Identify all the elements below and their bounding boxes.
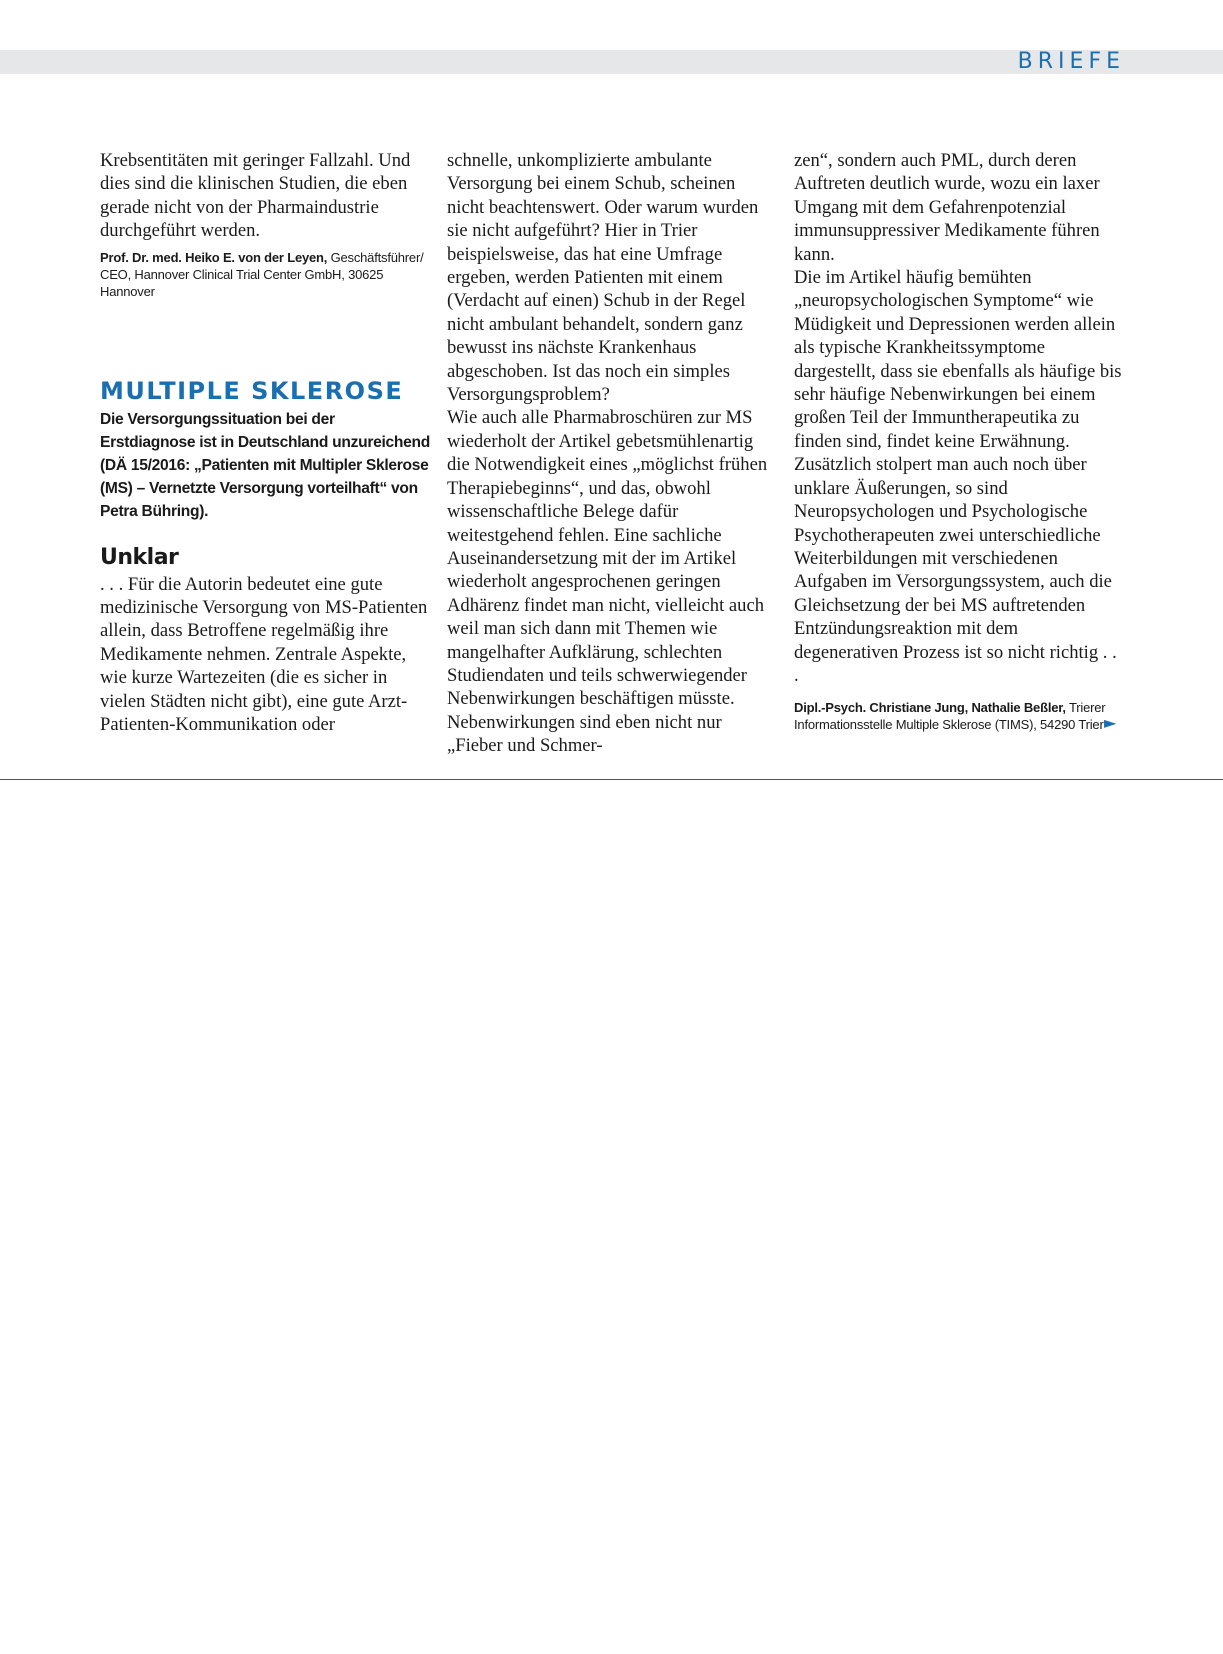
signature-name: Dipl.-Psych. Christiane Jung, Nathalie Beßler,	[794, 700, 1066, 716]
letter-headline: Unklar	[100, 544, 179, 570]
letter-paragraph: Wie auch alle Pharmabroschüren zur MS wiederholt der Artikel gebetsmühlenartig die Notwendigkeit eines „möglichst frühen Therapiebeginns“, und das, obwohl wissenschaftliche Belege dafür weitestgehend fehlen. Eine sachliche Auseinandersetzung mit der im Artikel wiederholt angesprochenen geringen Adhärenz findet man nicht, vielleicht auch weil man sich dann mit Themen wie mangelhafter Aufklärung, schlechten Studiendaten und teils schwerwiegender Nebenwirkungen beschäftigen müsste. Nebenwirkungen sind eben nicht nur „Fieber und Schmer-	[447, 407, 768, 757]
topic-heading: MULTIPLE SKLEROSE	[100, 376, 404, 405]
signature-affiliation: Geschäftsführer/ CEO, Hannover Clinical Trial Center GmbH, 30625 Hannover	[100, 249, 424, 299]
topic-intro: Die Versorgungssituation bei der Erstdiagnose ist in Deutschland unzureichend (DÄ 15/2016: „Patienten mit Multipler Sklerose (MS) – Vernetzte Versorgung vorteilhaft“ von Petra Bühring).	[100, 410, 430, 520]
signature-affiliation: Trierer Informationsstelle Multiple Sklerose (TIMS), 54290 Trier	[794, 700, 1106, 733]
letter-paragraph: Die im Artikel häufig bemühten „neuropsychologischen Symptome“ wie Müdigkeit und Depressionen werden allein als typische Krankheitssymptome dargestellt, dass sie ebenfalls als häufige bis sehr häufige Nebenwirkungen bei einem großen Teil der Immuntherapeutika zu finden sind, findet keine Erwähnung.	[794, 267, 1122, 452]
signature-name: Prof. Dr. med. Heiko E. von der Leyen,	[100, 249, 328, 265]
column-3	[794, 149, 1124, 733]
column-1	[100, 149, 430, 736]
continue-arrow-icon: ►	[1104, 713, 1117, 732]
letter-paragraph: zen“, sondern auch PML, durch deren Auftreten deutlich wurde, wozu ein laxer Umgang mit dem Gefahrenpotenzial immunsuppressiver Medikamente führen kann.	[794, 150, 1100, 265]
letter-signature	[794, 699, 1124, 733]
section-label: BRIEFE	[1017, 49, 1125, 74]
column-2	[447, 149, 777, 758]
letter-paragraph: schnelle, unkomplizierte ambulante Versorgung bei einem Schub, scheinen nicht beachtenswert. Oder warum wurden sie nicht aufgeführt? Hier in Trier beispielsweise, das hat eine Umfrage ergeben, werden Patienten mit einem (Verdacht auf einen) Schub in der Regel nicht ambulant behandelt, sondern ganz bewusst ins nächste Krankenhaus abgeschoben. Ist das noch ein simples Versorgungsproblem?	[447, 150, 759, 406]
letter-paragraph: Zusätzlich stolpert man auch noch über unklare Äußerungen, so sind Neuropsychologen und Psychologische Psychotherapeuten zwei unterschiedliche Weiterbildungen mit verschiedenen Aufgaben im Versorgungssystem, auch die Gleichsetzung der bei MS auftretenden Entzündungsreaktion mit dem degenerativen Prozess ist so nicht richtig . . .	[794, 454, 1117, 686]
letter-body-start: . . . Für die Autorin bedeutet eine gute medizinische Versorgung von MS-Patienten allein, dass Betroffene regelmäßig ihre Medikamente nehmen. Zentrale Aspekte, wie kurze Wartezeiten (die es sicher in vielen Städten nicht gibt), eine gute Arzt-Patienten-Kommunikation oder	[100, 573, 428, 736]
letter-text-end: Krebsentitäten mit geringer Fallzahl. Und dies sind die klinischen Studien, die eben gerade nicht von der Pharmaindustrie durchgeführt werden.	[100, 150, 411, 242]
letter-signature	[100, 249, 430, 300]
divider-line	[0, 779, 1223, 780]
